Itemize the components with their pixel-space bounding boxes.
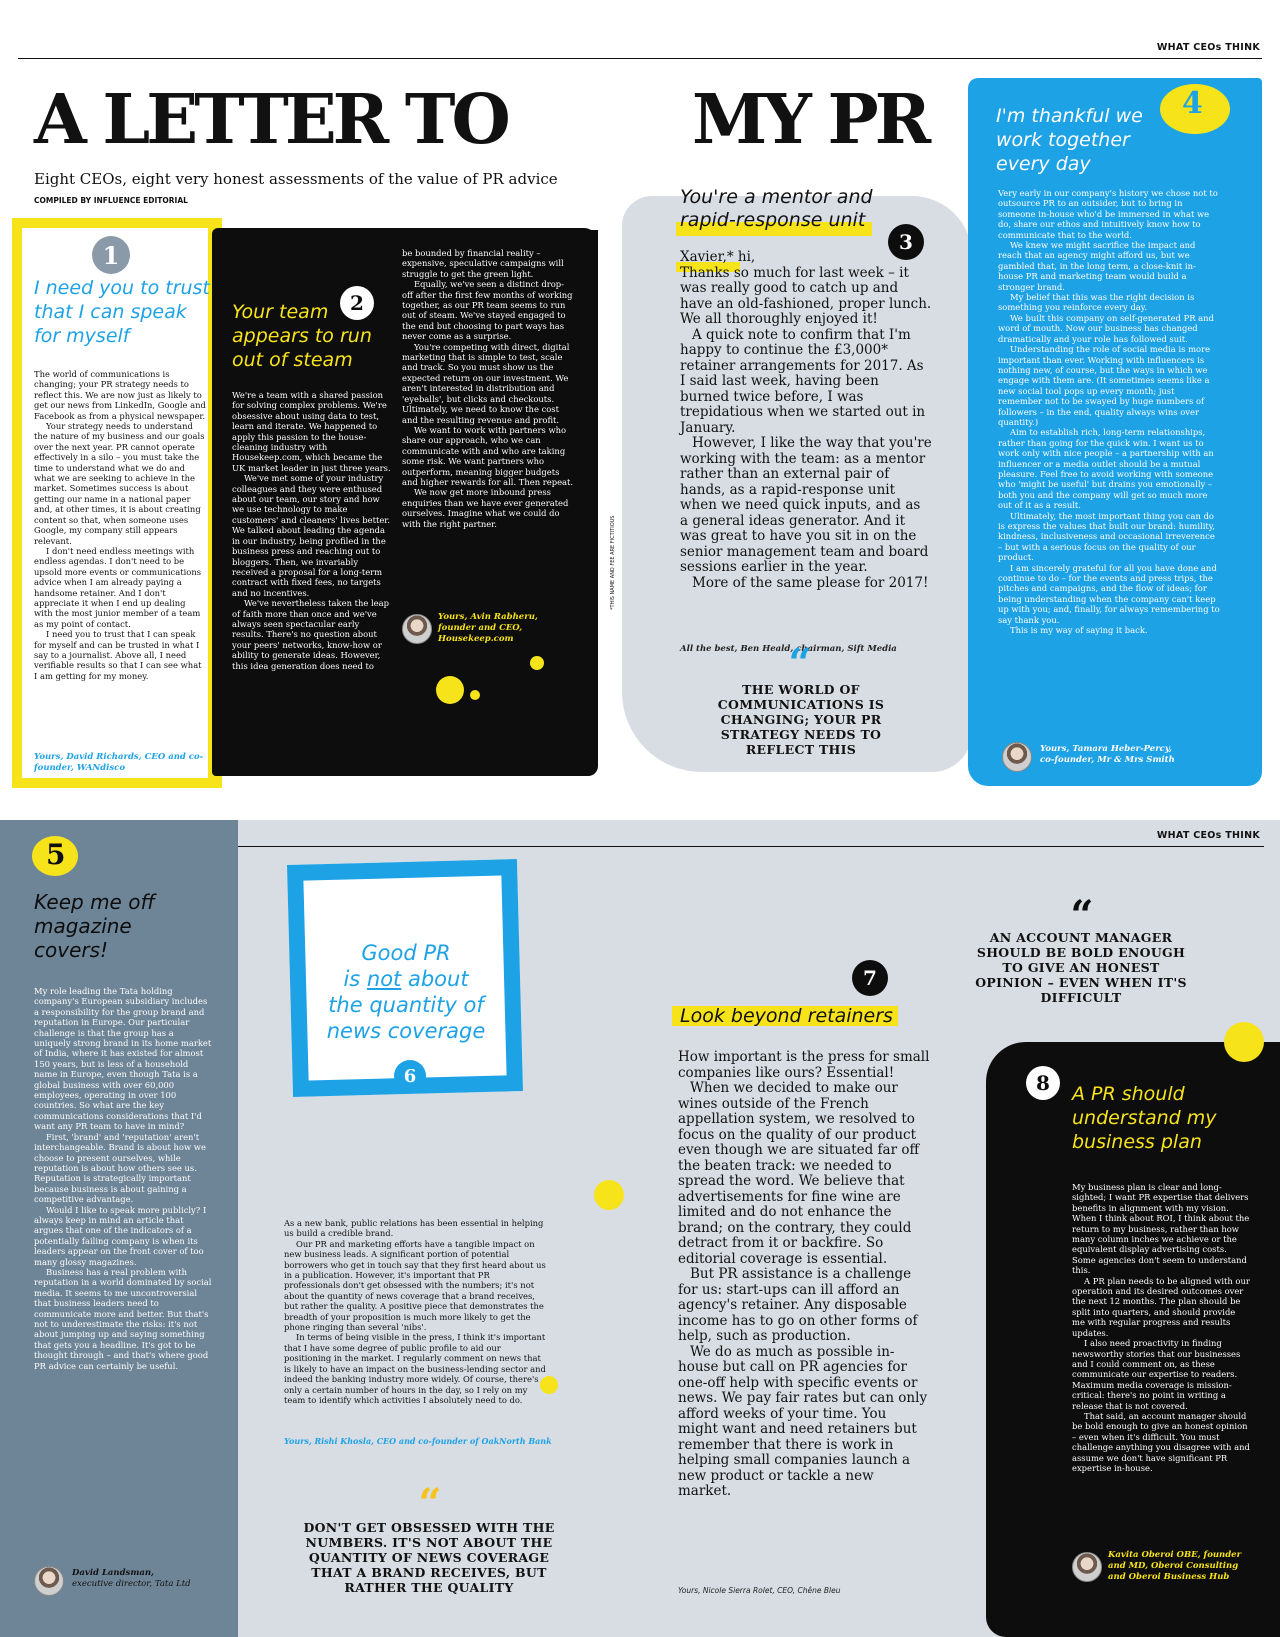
headline-word: is xyxy=(343,967,367,991)
letter-1-signoff: Yours, David Richards, CEO and co-founder, WANdisco xyxy=(34,752,204,773)
number-badge-4: 4 xyxy=(1182,86,1203,121)
letter-1-body xyxy=(34,369,206,681)
letter-3-paragraph: More of the same please for 2017! xyxy=(692,574,929,591)
letter-4-paragraph: Aim to establish rich, long-term relationships, rather than going for the quick win. I want us to work only with nice people – a partnership with an influencer or a media outlet should be a mutual pleasure. Feel free to avoid working with someone who 'might be useful' but drains you emotionally – both you and the company will get so much more out of it as a result. xyxy=(998,427,1214,511)
pull-quote-mark-1: “ xyxy=(788,640,812,687)
letter-2-paragraph: We've nevertheless taken the leap of faith more than once and we've always seen spectacular early results. There's no question about your peers' networks, know-how or ability to generate ideas. However, this idea generation does need to xyxy=(232,598,389,671)
letter-1-headline: I need you to trust that I can speak for myself xyxy=(34,277,210,347)
letter-4-paragraph: Understanding the role of social media is more important than ever. Working with influencers is nothing new, of course, but the ways in which we engage with them are. (It sometimes seems like a new social tool pops up every month; just remember not to be swayed by huge numbers of followers – in the end, quality always wins over quantity.) xyxy=(998,344,1211,427)
letter-4-paragraph: This is my way of saying it back. xyxy=(1010,625,1148,636)
signoff-line: co-founder, Mr & Mrs Smith xyxy=(1040,755,1175,765)
page-subtitle: Eight CEOs, eight very honest assessments of the value of PR advice xyxy=(34,170,558,188)
letter-5-body xyxy=(34,986,212,1371)
number-badge-2: 2 xyxy=(340,286,374,320)
letter-6-signoff: Yours, Rishi Khosla, CEO and co-founder of OakNorth Bank xyxy=(284,1436,552,1446)
avatar-tamara-heber-percy xyxy=(1002,742,1032,772)
letter-7-paragraph: We do as much as possible in-house but call on PR agencies for one-off help with specific events or news. We pay fair rates but can only afford weeks of your time. You might want and need retainers but remember that there is work in helping small companies launch a new product or tackle a new market. xyxy=(678,1343,928,1499)
letter-8-signoff xyxy=(1108,1550,1241,1583)
pull-quote-3: AN ACCOUNT MANAGER SHOULD BE BOLD ENOUGH TO GIVE AN HONEST OPINION – EVEN WHEN IT'S DIFFICULT xyxy=(975,930,1187,1005)
letter-6-body xyxy=(284,1218,548,1405)
letter-4-paragraph: Ultimately, the most important thing you can do is express the values that built our brand: humility, kindness, inclusiveness and occasional irreverence – but with a serious focus on the quality of our product. xyxy=(998,510,1216,563)
pull-quote-mark-2: “ xyxy=(418,1480,442,1527)
avatar-kavita-oberoi xyxy=(1072,1552,1102,1582)
signoff-line: and Oberoi Business Hub xyxy=(1108,1572,1230,1582)
number-badge-3: 3 xyxy=(888,224,924,260)
page-title-right: MY PR xyxy=(692,80,928,160)
letter-4-paragraph: We knew we might sacrifice the impact and reach that an agency might afford us, but we gambled that, in the long term, a close-knit in-house PR and marketing team would build a stronger brand. xyxy=(998,240,1196,292)
letter-4-headline: I'm thankful we work together every day xyxy=(996,105,1143,175)
letter-8-paragraph: My business plan is clear and long-sighted; I want PR expertise that delivers benefits in alignment with my vision. When I think about ROI, I think about the return to my business, rather than how many column inches we achieve or the equivalent display advertising costs. Some agencies don't seem to understand this. xyxy=(1072,1182,1250,1276)
letter-3-signoff: All the best, Ben Heald, chairman, Sift Media xyxy=(680,644,897,654)
letter-5-paragraph: My role leading the Tata holding company's European subsidiary includes a responsibility for the group brand and reputation in Europe. Our particular challenge is that the group has a uniquely strong brand in its home market of India, where it has existed for almost 150 years, but is less of a household name in Europe, even though Tata is a global business with over 60,000 employees, operating in over 100 countries. So what are the key communications considerations that I'd want any PR team to have in mind? xyxy=(34,986,212,1132)
letter-2-paragraph: We've met some of your industry colleagues and they were enthused about our team, our story and how we use technology to make customers' and cleaners' lives better. We talked about leading the agenda in our industry, being profiled in the business press and reaching out to bloggers. Then, we invariably received a proposal for a long-term contract with fixed fees, no targets and no incentives. xyxy=(232,473,391,598)
pull-quote-2: DON'T GET OBSESSED WITH THE NUMBERS. IT'S NOT ABOUT THE QUANTITY OF NEWS COVERAGE THAT A BRAND RECEIVES, BUT RATHER THE QUALITY xyxy=(303,1520,555,1595)
letter-1-paragraph: I need you to trust that I can speak for myself and can be trusted in what I say to a journalist. Above all, I need verifiable results so that I can see what I am getting for my money. xyxy=(34,629,202,681)
signoff-line: and MD, Oberoi Consulting xyxy=(1108,1561,1239,1571)
headline-line: the quantity of xyxy=(328,993,484,1017)
letter-2-paragraph: be bounded by financial reality – expensive, speculative campaigns will struggle to get the green light. xyxy=(402,248,564,279)
letter-5-paragraph: Business has a real problem with reputation in a world dominated by social media. It seems to me uncontroversial that business leaders need to communicate more and better. But that's not to underestimate the risks: it's not about jumping up and saying something that gets you a headline. It's got to be thought through – and that's where good PR advice can certainly be useful. xyxy=(34,1266,212,1371)
yellow-splatter xyxy=(470,690,480,700)
number-badge-1: 1 xyxy=(92,236,130,274)
letter-4-paragraph: We built this company on self-generated PR and word of mouth. Now our business has changed dramatically and your role has followed suit. xyxy=(998,312,1214,344)
letter-2-paragraph: We're a team with a shared passion for solving complex problems. We're obsessive about using data to test, learn and iterate. We happened to apply this passion to the house-cleaning industry with Housekeep.com, which became the UK market leader in just three years. xyxy=(232,390,391,473)
running-head-bottom: WHAT CEOs THINK xyxy=(1156,830,1260,841)
headline-line: Good PR xyxy=(361,941,451,965)
top-rule xyxy=(18,58,1262,59)
signoff-line: Yours, Avin Rabheru, xyxy=(438,612,538,622)
letter-2-paragraph: You're competing with direct, digital marketing that is simple to test, scale and track. So you must show us the expected return on our investment. We aren't interested in distribution and 'eyeballs', but clicks and checkouts. Ultimately, we need to know the cost and the resulting revenue and profit. xyxy=(402,341,570,425)
yellow-splatter xyxy=(436,676,464,704)
letter-4-paragraph: Very early in our company's history we chose not to outsource PR to an outsider, but to bring in someone in-house who'd be immersed in what we do, share our ethos and intuitively know how to communicate that to the world. xyxy=(998,188,1218,240)
signoff-line: David Landsman, xyxy=(72,1568,154,1578)
avatar-avin-rabheru xyxy=(402,614,432,644)
letter-7-paragraph: But PR assistance is a challenge for us: start-ups can ill afford an agency's retainer. Any disposable income has to go on other forms of help, such as production. xyxy=(678,1266,918,1344)
letter-8-body xyxy=(1072,1182,1250,1473)
letter-3-paragraph: Xavier,* hi, xyxy=(680,249,756,265)
headline-word: about xyxy=(401,967,469,991)
letter-5-paragraph: First, 'brand' and 'reputation' aren't interchangeable. Brand is about how we choose to present ourselves, while reputation is about how others see us. Reputation is strategically important because business is about gaining a competitive advantage. xyxy=(34,1131,206,1205)
yellow-splatter xyxy=(594,1180,624,1210)
letter-3-headline: You're a mentor and rapid-response unit xyxy=(680,186,873,231)
letter-6-paragraph: Our PR and marketing efforts have a tangible impact on new business leads. A significant portion of potential borrowers who get in touch say that they first heard about us in a publication. However, it's important that PR professionals don't get obsessed with the numbers; it's not about the quantity of news coverage that a brand receives, but rather the quality. A positive piece that demonstrates the breadth of your proposition is much more likely to get the phone ringing than several 'nibs'. xyxy=(284,1238,546,1333)
yellow-splatter xyxy=(1224,1022,1264,1062)
letter-7-headline: Look beyond retainers xyxy=(680,1005,893,1027)
letter-1-paragraph: The world of communications is changing; your PR strategy needs to reflect this. We are now just as likely to get our news from LinkedIn, Google and Facebook as from a physical newspaper. xyxy=(34,369,206,421)
letter-3-body xyxy=(680,250,932,591)
pull-quote-mark-3: “ xyxy=(1070,892,1094,939)
letter-7-paragraph: How important is the press for small companies like ours? Essential! xyxy=(678,1049,930,1081)
letter-2-paragraph: Equally, we've seen a distinct drop-off after the first few months of working together, as our PR team seems to run out of steam. We've stayed engaged to the end but choosing to part ways has never come as a surprise. xyxy=(402,279,573,342)
headline-line: news coverage xyxy=(326,1019,486,1043)
letter-5-signoff xyxy=(72,1568,191,1590)
yellow-splatter xyxy=(530,656,544,670)
letter-5-headline: Keep me off magazine covers! xyxy=(34,890,155,962)
letter-3-paragraph: Thanks so much for last week – it was really good to catch up and have an old-fashioned, proper lunch. We all thoroughly enjoyed it! xyxy=(680,264,932,327)
letter-1-paragraph: I don't need endless meetings with endless agendas. I don't need to be upsold more events or communications advice when I am already paying a handsome retainer. And I don't appreciate it when I end up dealing with the most junior member of a team as my point of contact. xyxy=(34,545,202,629)
page-title-left: A LETTER TO xyxy=(34,80,507,160)
letter-7-signoff: Yours, Nicole Sierra Rolet, CEO, Chêne Bleu xyxy=(678,1586,841,1595)
letter-3-paragraph: However, I like the way that you're working with the team: as a mentor rather than an external pair of hands, as a rapid-response unit when we need quick inputs, and as a general ideas generator. And it was great to have you sit in on the senior management team and board sessions earlier in the year. xyxy=(680,435,932,575)
signoff-line: Housekeep.com xyxy=(438,634,514,644)
number-badge-6: 6 xyxy=(394,1060,426,1092)
bottom-rule xyxy=(236,846,1264,847)
letter-3-paragraph: A quick note to confirm that I'm happy to continue the £3,000* retainer arrangements for 2017. As I said last week, having been burned twice before, I was trepidatious when we started out in January. xyxy=(680,326,926,436)
letter-8-paragraph: A PR plan needs to be aligned with our operation and its desired outcomes over the next 12 months. The plan should be split into quarters, and should provide me with regular progress and results updates. xyxy=(1072,1275,1250,1338)
letter-8-headline: A PR should understand my business plan xyxy=(1072,1083,1217,1153)
yellow-splatter xyxy=(540,1376,558,1394)
letter-5-paragraph: Would I like to speak more publicly? I always keep in mind an article that argues that one of the indicators of a potentially failing company is when its leaders appear on the front cover of too many glossy magazines. xyxy=(34,1204,207,1267)
number-badge-5: 5 xyxy=(46,838,66,871)
letter-4-body xyxy=(998,188,1220,635)
letter-4-signoff xyxy=(1040,744,1175,766)
number-badge-7: 7 xyxy=(852,960,888,996)
letter-8-paragraph: That said, an account manager should be bold enough to give an honest opinion – even when it's difficult. You must challenge anything you disagree with and assume we don't have significant PR expertise in-house. xyxy=(1072,1410,1250,1473)
letter-7-paragraph: When we decided to make our wines outside of the French appellation system, we resolved to focus on the quality of our product even though we are situated far off the beaten track: we needed to spread the word. We believe that advertisements for fine wine are limited and do not enhance the brand; on the contrary, they could detract from it or backfire. So editorial coverage is essential. xyxy=(678,1080,920,1267)
letter-4-paragraph: My belief that this was the right decision is something you reinforce every day. xyxy=(998,292,1195,313)
letter-3-footnote: *THIS NAME AND FEE ARE FICTITIOUS xyxy=(610,515,616,610)
pull-quote-1: THE WORLD OF COMMUNICATIONS IS CHANGING; YOUR PR STRATEGY NEEDS TO REFLECT THIS xyxy=(717,682,885,757)
letter-6-paragraph: As a new bank, public relations has been essential in helping us build a credible brand. xyxy=(284,1218,544,1239)
headline-line xyxy=(318,966,494,992)
running-head-top: WHAT CEOs THINK xyxy=(1156,42,1260,53)
letter-2-paragraph: We want to work with partners who share our approach, who we can communicate with and who are taking some risk. We want partners who outperform, meaning bigger budgets and higher rewards for all. Then repeat. xyxy=(402,424,574,487)
letter-2-paragraph: We now get more inbound press enquiries than we have ever generated ourselves. Imagine what we could do with the right partner. xyxy=(402,487,569,529)
avatar-david-landsman xyxy=(34,1566,64,1596)
letter-1-paragraph: Your strategy needs to understand the nature of my business and our goals over the next year. PR cannot operate effectively in a silo – you must take the time to understand what we do and what we are seeking to achieve in the market. Sometimes success is about getting our name in a national paper and, at other times, it is about creating content so that, when someone uses Google, my company still appears relevant. xyxy=(34,421,205,546)
signoff-line: Yours, Tamara Heber-Percy, xyxy=(1040,744,1172,754)
letter-6-headline xyxy=(318,940,494,1044)
letter-2-body-col1 xyxy=(232,390,392,671)
letter-4-paragraph: I am sincerely grateful for all you have done and continue to do – for the events and press trips, the pitches and campaigns, and the flow of ideas; for being understanding when the company can't keep up with you; and, finally, for always remembering to say thank you. xyxy=(998,562,1220,625)
letter-2-signoff xyxy=(438,612,538,645)
letter-7-body xyxy=(678,1050,930,1500)
signoff-line: founder and CEO, xyxy=(438,623,523,633)
letter-8-paragraph: I also need proactivity in finding newsworthy stories that our businesses and I could comment on, as these communicate our expertise to readers. Maximum media coverage is mission-critical: there's no point in writing a release that is not covered. xyxy=(1072,1338,1241,1411)
letter-2-headline: Your team appears to run out of steam xyxy=(232,301,372,371)
compiled-by: COMPILED BY INFLUENCE EDITORIAL xyxy=(34,196,188,205)
letter-6-paragraph: In terms of being visible in the press, I think it's important that I have some degree of public profile to aid our positioning in the market. I regularly comment on news that is likely to have an impact on the business-lending sector and indeed the banking industry more widely. Of course, there's only a certain number of hours in the day, so I rely on my team to identify which activities I absolutely need to do. xyxy=(284,1332,546,1405)
signoff-line: Kavita Oberoi OBE, founder xyxy=(1108,1550,1242,1560)
headline-emphasis: not xyxy=(366,967,402,991)
signoff-line: executive director, Tata Ltd xyxy=(72,1579,191,1589)
letter-2-body-col2 xyxy=(402,248,574,529)
number-badge-8: 8 xyxy=(1026,1066,1060,1100)
